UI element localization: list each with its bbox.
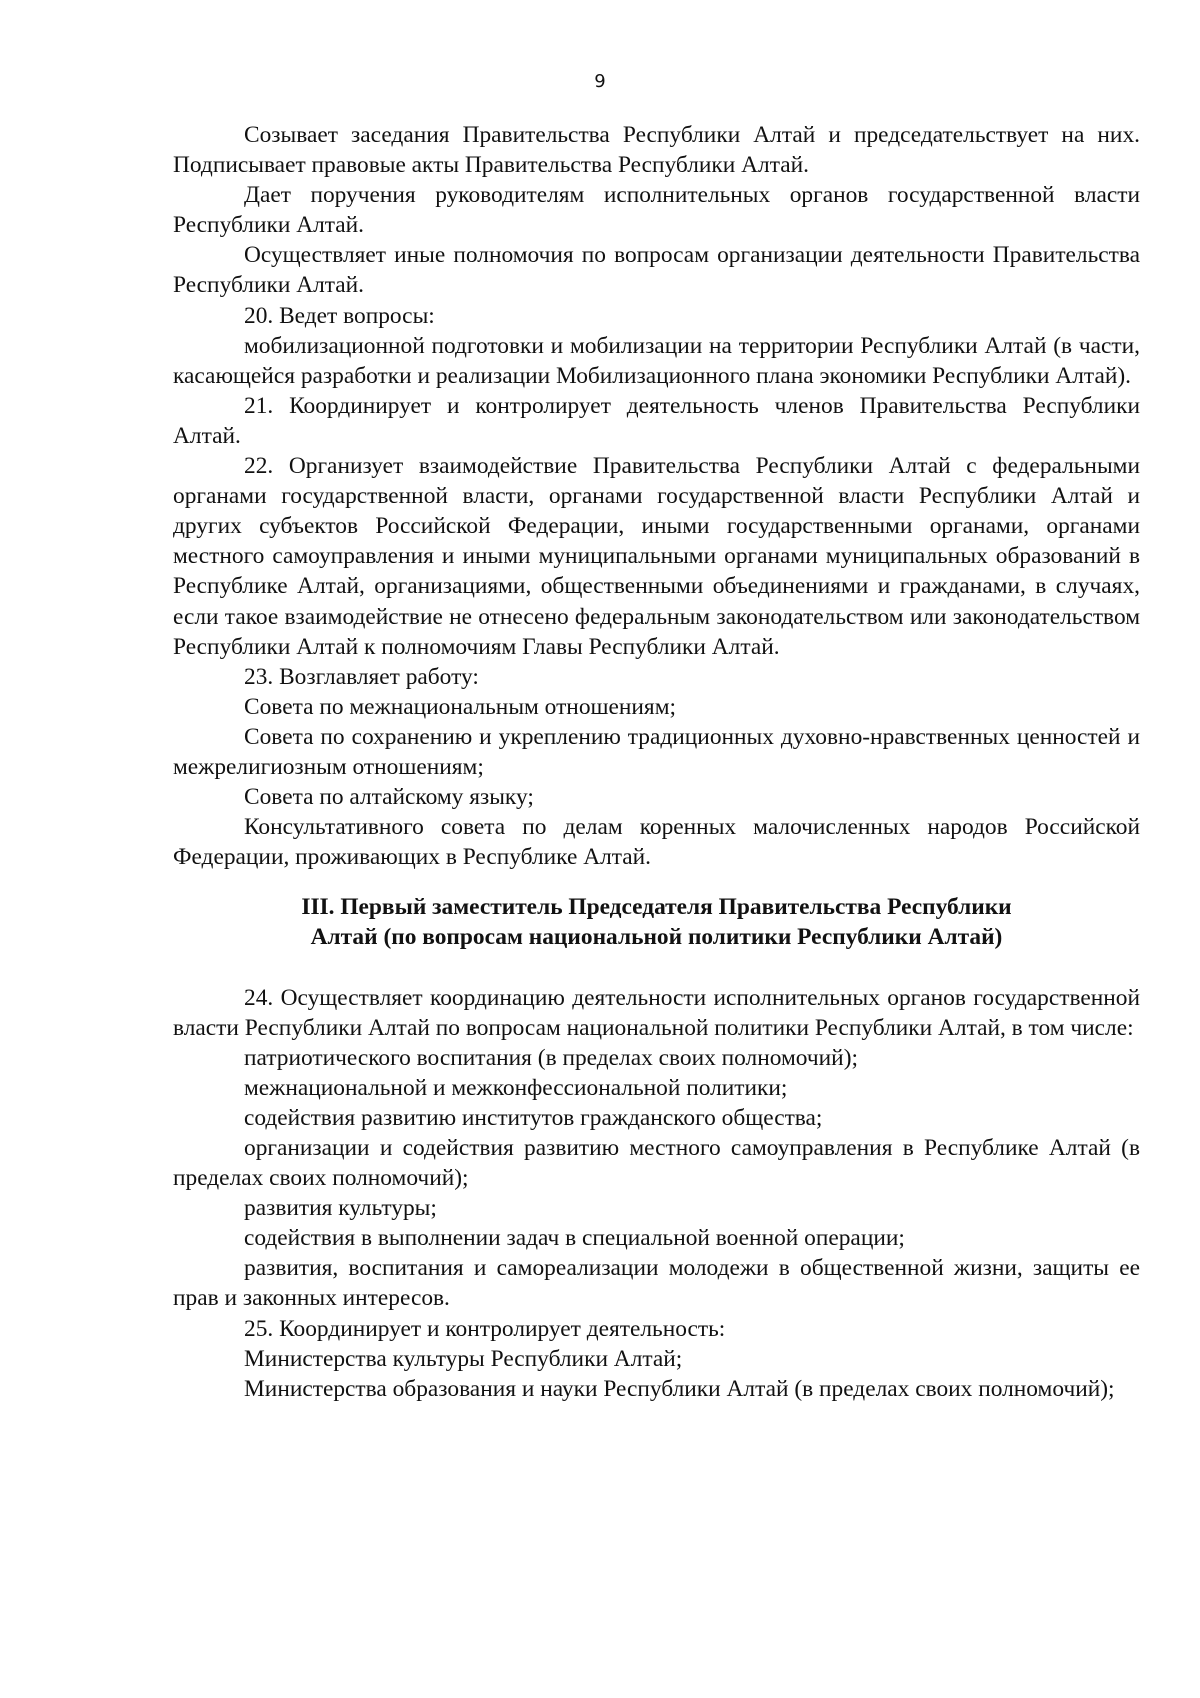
paragraph: Дает поручения руководителям исполнительных органов государственной власти Республики Алтай. (173, 182, 1140, 239)
paragraph-item-25: 25. Координирует и контролирует деятельность: (244, 1315, 726, 1342)
list-item: Министерства культуры Республики Алтай; (244, 1345, 683, 1372)
list-item: развития культуры; (244, 1195, 437, 1222)
paragraph: Созывает заседания Правительства Республики Алтай и председательствует на них. Подписывает правовые акты Правительства Республики Алтай. (173, 122, 1140, 179)
paragraph: мобилизационной подготовки и мобилизации на территории Республики Алтай (в части, касающейся разработки и реализации Мобилизационного плана экономики Республики Алтай). (173, 332, 1140, 389)
paragraph-item-22: 22. Организует взаимодействие Правительства Республики Алтай с федеральными органами государственной власти, органами государственной власти Республики Алтай и других субъектов Российской Федерации, иными государственными органами, органами местного самоуправления и иными муниципальными органами муниципальных образований в Республике Алтай, организациями, общественными объединениями и гражданами, в случаях, если такое взаимодействие не отнесено федеральным законодательством или законодательством Республики Алтай к полномочиям Главы Республики Алтай. (173, 453, 1140, 660)
list-item: Совета по межнациональным отношениям; (244, 693, 676, 720)
list-item: межнациональной и межконфессиональной политики; (244, 1074, 788, 1101)
section-heading-line: Алтай (по вопросам национальной политики Республики Алтай) (310, 924, 1003, 951)
list-item: Совета по алтайскому языку; (244, 784, 534, 811)
page-number: 9 (594, 71, 606, 92)
list-item: Консультативного совета по делам коренных малочисленных народов Российской Федерации, проживающих в Республике Алтай. (173, 814, 1140, 871)
section-heading (173, 892, 1140, 952)
paragraph-item-20: 20. Ведет вопросы: (244, 302, 435, 329)
paragraph-item-23: 23. Возглавляет работу: (244, 663, 479, 690)
list-item: Министерства образования и науки Республики Алтай (в пределах своих полномочий); (244, 1375, 1115, 1402)
list-item: Совета по сохранению и укреплению традиционных духовно-нравственных ценностей и межрелигиозным отношениям; (173, 723, 1140, 780)
list-item: содействия развитию институтов гражданского общества; (244, 1104, 823, 1131)
paragraph-item-24: 24. Осуществляет координацию деятельности исполнительных органов государственной власти Республики Алтай по вопросам национальной политики Республики Алтай, в том числе: (173, 984, 1140, 1041)
section-heading-line: III. Первый заместитель Председателя Правительства Республики (301, 894, 1012, 921)
list-item: организации и содействия развитию местного самоуправления в Республике Алтай (в пределах своих полномочий); (173, 1135, 1140, 1192)
document-body (173, 120, 1140, 1404)
paragraph: Осуществляет иные полномочия по вопросам организации деятельности Правительства Республики Алтай. (173, 242, 1140, 299)
paragraph-item-21: 21. Координирует и контролирует деятельность членов Правительства Республики Алтай. (173, 392, 1140, 449)
list-item: патриотического воспитания (в пределах своих полномочий); (244, 1044, 858, 1071)
list-item: развития, воспитания и самореализации молодежи в общественной жизни, защиты ее прав и законных интересов. (173, 1255, 1140, 1312)
list-item: содействия в выполнении задач в специальной военной операции; (244, 1225, 905, 1252)
